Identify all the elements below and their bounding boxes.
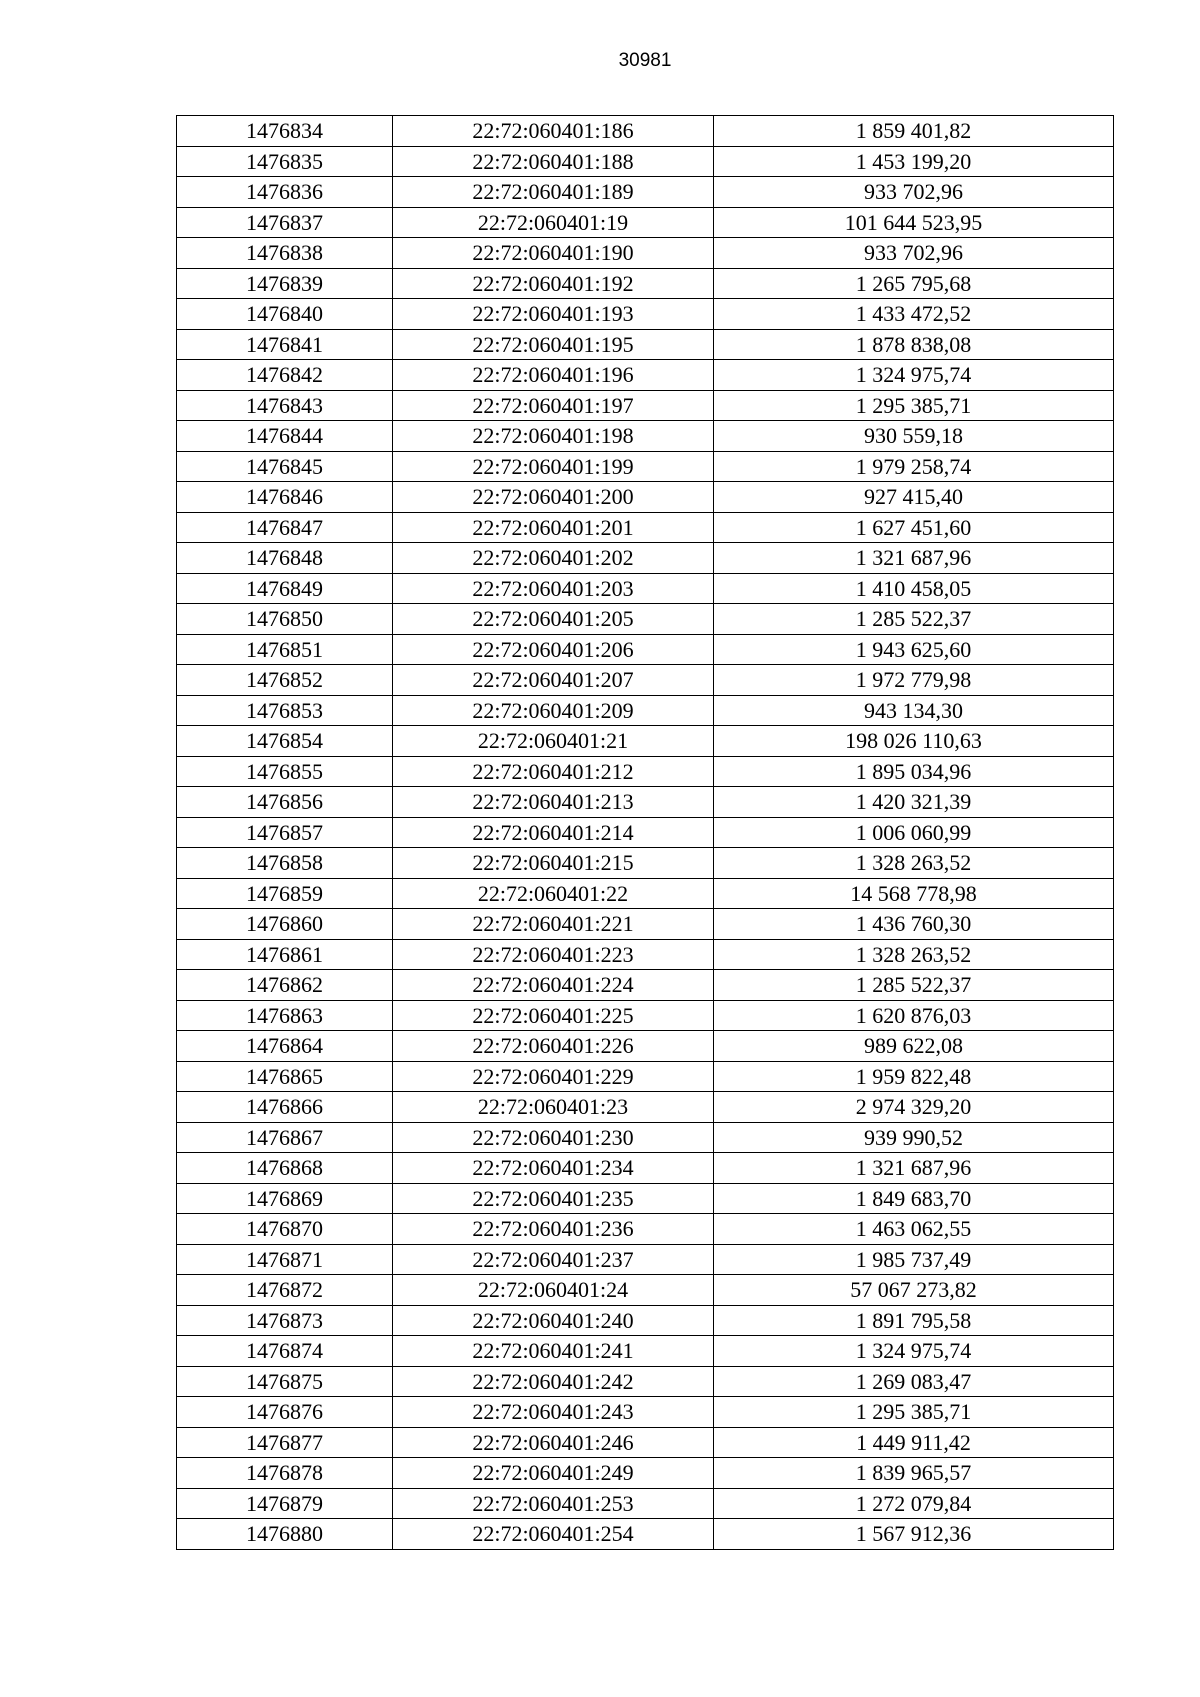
table-row bbox=[177, 665, 1114, 696]
table-row bbox=[177, 573, 1114, 604]
table-row bbox=[177, 848, 1114, 879]
row-number-cell: 1476840 bbox=[177, 299, 393, 330]
table-row bbox=[177, 1153, 1114, 1184]
row-number-cell: 1476863 bbox=[177, 1000, 393, 1031]
cadastral-value-cell: 1 265 795,68 bbox=[714, 268, 1114, 299]
table-row bbox=[177, 116, 1114, 147]
cadastral-value-cell: 989 622,08 bbox=[714, 1031, 1114, 1062]
table-row bbox=[177, 1183, 1114, 1214]
cadastral-number-cell: 22:72:060401:225 bbox=[393, 1000, 714, 1031]
row-number-cell: 1476846 bbox=[177, 482, 393, 513]
row-number-cell: 1476848 bbox=[177, 543, 393, 574]
row-number-cell: 1476841 bbox=[177, 329, 393, 360]
row-number-cell: 1476870 bbox=[177, 1214, 393, 1245]
cadastral-value-cell: 1 328 263,52 bbox=[714, 848, 1114, 879]
cadastral-value-cell: 1 285 522,37 bbox=[714, 604, 1114, 635]
cadastral-number-cell: 22:72:060401:213 bbox=[393, 787, 714, 818]
row-number-cell: 1476876 bbox=[177, 1397, 393, 1428]
table-row bbox=[177, 299, 1114, 330]
table-row bbox=[177, 939, 1114, 970]
cadastral-value-cell: 1 891 795,58 bbox=[714, 1305, 1114, 1336]
row-number-cell: 1476873 bbox=[177, 1305, 393, 1336]
row-number-cell: 1476862 bbox=[177, 970, 393, 1001]
row-number-cell: 1476858 bbox=[177, 848, 393, 879]
table-row bbox=[177, 1000, 1114, 1031]
row-number-cell: 1476867 bbox=[177, 1122, 393, 1153]
cadastral-number-cell: 22:72:060401:197 bbox=[393, 390, 714, 421]
table-row bbox=[177, 1427, 1114, 1458]
cadastral-number-cell: 22:72:060401:229 bbox=[393, 1061, 714, 1092]
cadastral-value-cell: 930 559,18 bbox=[714, 421, 1114, 452]
row-number-cell: 1476878 bbox=[177, 1458, 393, 1489]
row-number-cell: 1476852 bbox=[177, 665, 393, 696]
cadastral-number-cell: 22:72:060401:188 bbox=[393, 146, 714, 177]
row-number-cell: 1476877 bbox=[177, 1427, 393, 1458]
cadastral-value-cell: 101 644 523,95 bbox=[714, 207, 1114, 238]
cadastral-number-cell: 22:72:060401:253 bbox=[393, 1488, 714, 1519]
cadastral-value-cell: 1 285 522,37 bbox=[714, 970, 1114, 1001]
row-number-cell: 1476853 bbox=[177, 695, 393, 726]
table-row bbox=[177, 1275, 1114, 1306]
cadastral-number-cell: 22:72:060401:209 bbox=[393, 695, 714, 726]
row-number-cell: 1476839 bbox=[177, 268, 393, 299]
row-number-cell: 1476866 bbox=[177, 1092, 393, 1123]
cadastral-value-cell: 1 433 472,52 bbox=[714, 299, 1114, 330]
cadastral-number-cell: 22:72:060401:203 bbox=[393, 573, 714, 604]
row-number-cell: 1476857 bbox=[177, 817, 393, 848]
cadastral-value-cell: 1 328 263,52 bbox=[714, 939, 1114, 970]
row-number-cell: 1476865 bbox=[177, 1061, 393, 1092]
table-row bbox=[177, 238, 1114, 269]
cadastral-value-cell: 1 849 683,70 bbox=[714, 1183, 1114, 1214]
row-number-cell: 1476880 bbox=[177, 1519, 393, 1550]
cadastral-value-cell: 198 026 110,63 bbox=[714, 726, 1114, 757]
row-number-cell: 1476834 bbox=[177, 116, 393, 147]
row-number-cell: 1476845 bbox=[177, 451, 393, 482]
cadastral-number-cell: 22:72:060401:224 bbox=[393, 970, 714, 1001]
table-row bbox=[177, 1214, 1114, 1245]
table-row bbox=[177, 268, 1114, 299]
cadastral-number-cell: 22:72:060401:21 bbox=[393, 726, 714, 757]
row-number-cell: 1476874 bbox=[177, 1336, 393, 1367]
cadastral-number-cell: 22:72:060401:236 bbox=[393, 1214, 714, 1245]
cadastral-number-cell: 22:72:060401:19 bbox=[393, 207, 714, 238]
table-row bbox=[177, 604, 1114, 635]
row-number-cell: 1476849 bbox=[177, 573, 393, 604]
cadastral-number-cell: 22:72:060401:196 bbox=[393, 360, 714, 391]
cadastral-number-cell: 22:72:060401:192 bbox=[393, 268, 714, 299]
table-row bbox=[177, 1488, 1114, 1519]
table-row bbox=[177, 1519, 1114, 1550]
cadastral-number-cell: 22:72:060401:212 bbox=[393, 756, 714, 787]
cadastral-number-cell: 22:72:060401:24 bbox=[393, 1275, 714, 1306]
row-number-cell: 1476851 bbox=[177, 634, 393, 665]
row-number-cell: 1476869 bbox=[177, 1183, 393, 1214]
cadastral-number-cell: 22:72:060401:206 bbox=[393, 634, 714, 665]
cadastral-value-cell: 1 449 911,42 bbox=[714, 1427, 1114, 1458]
cadastral-number-cell: 22:72:060401:186 bbox=[393, 116, 714, 147]
row-number-cell: 1476860 bbox=[177, 909, 393, 940]
table-row bbox=[177, 1122, 1114, 1153]
cadastral-number-cell: 22:72:060401:214 bbox=[393, 817, 714, 848]
cadastral-value-cell: 1 839 965,57 bbox=[714, 1458, 1114, 1489]
table-row bbox=[177, 726, 1114, 757]
cadastral-value-cell: 1 324 975,74 bbox=[714, 360, 1114, 391]
cadastral-number-cell: 22:72:060401:200 bbox=[393, 482, 714, 513]
cadastral-value-cell: 57 067 273,82 bbox=[714, 1275, 1114, 1306]
page-number: 30981 bbox=[618, 50, 672, 71]
cadastral-value-cell: 1 321 687,96 bbox=[714, 543, 1114, 574]
row-number-cell: 1476856 bbox=[177, 787, 393, 818]
cadastral-value-cell: 927 415,40 bbox=[714, 482, 1114, 513]
row-number-cell: 1476835 bbox=[177, 146, 393, 177]
row-number-cell: 1476850 bbox=[177, 604, 393, 635]
row-number-cell: 1476864 bbox=[177, 1031, 393, 1062]
row-number-cell: 1476861 bbox=[177, 939, 393, 970]
cadastral-value-cell: 1 979 258,74 bbox=[714, 451, 1114, 482]
cadastral-value-cell: 1 859 401,82 bbox=[714, 116, 1114, 147]
cadastral-value-cell: 1 959 822,48 bbox=[714, 1061, 1114, 1092]
cadastral-number-cell: 22:72:060401:215 bbox=[393, 848, 714, 879]
cadastral-number-cell: 22:72:060401:193 bbox=[393, 299, 714, 330]
table-row bbox=[177, 1458, 1114, 1489]
row-number-cell: 1476843 bbox=[177, 390, 393, 421]
cadastral-value-cell: 1 895 034,96 bbox=[714, 756, 1114, 787]
cadastral-value-cell: 1 324 975,74 bbox=[714, 1336, 1114, 1367]
table-row bbox=[177, 512, 1114, 543]
table-row bbox=[177, 1092, 1114, 1123]
table-row bbox=[177, 390, 1114, 421]
cadastral-number-cell: 22:72:060401:226 bbox=[393, 1031, 714, 1062]
cadastral-number-cell: 22:72:060401:223 bbox=[393, 939, 714, 970]
row-number-cell: 1476837 bbox=[177, 207, 393, 238]
table-row bbox=[177, 329, 1114, 360]
row-number-cell: 1476854 bbox=[177, 726, 393, 757]
table-row bbox=[177, 1397, 1114, 1428]
cadastral-number-cell: 22:72:060401:202 bbox=[393, 543, 714, 574]
table-row bbox=[177, 634, 1114, 665]
row-number-cell: 1476836 bbox=[177, 177, 393, 208]
table-row bbox=[177, 756, 1114, 787]
cadastral-number-cell: 22:72:060401:249 bbox=[393, 1458, 714, 1489]
row-number-cell: 1476859 bbox=[177, 878, 393, 909]
cadastral-value-cell: 1 436 760,30 bbox=[714, 909, 1114, 940]
row-number-cell: 1476879 bbox=[177, 1488, 393, 1519]
table-row bbox=[177, 360, 1114, 391]
cadastral-number-cell: 22:72:060401:230 bbox=[393, 1122, 714, 1153]
table-row bbox=[177, 451, 1114, 482]
cadastral-number-cell: 22:72:060401:205 bbox=[393, 604, 714, 635]
cadastral-value-cell: 939 990,52 bbox=[714, 1122, 1114, 1153]
cadastral-number-cell: 22:72:060401:198 bbox=[393, 421, 714, 452]
table-row bbox=[177, 1336, 1114, 1367]
cadastral-number-cell: 22:72:060401:243 bbox=[393, 1397, 714, 1428]
table-row bbox=[177, 1244, 1114, 1275]
row-number-cell: 1476842 bbox=[177, 360, 393, 391]
table-row bbox=[177, 817, 1114, 848]
table-row bbox=[177, 787, 1114, 818]
row-number-cell: 1476847 bbox=[177, 512, 393, 543]
cadastral-value-cell: 1 878 838,08 bbox=[714, 329, 1114, 360]
table-row bbox=[177, 878, 1114, 909]
cadastral-value-cell: 1 972 779,98 bbox=[714, 665, 1114, 696]
cadastral-value-cell: 1 321 687,96 bbox=[714, 1153, 1114, 1184]
cadastral-value-cell: 1 453 199,20 bbox=[714, 146, 1114, 177]
table-row bbox=[177, 421, 1114, 452]
row-number-cell: 1476844 bbox=[177, 421, 393, 452]
cadastral-value-cell: 1 006 060,99 bbox=[714, 817, 1114, 848]
cadastral-number-cell: 22:72:060401:240 bbox=[393, 1305, 714, 1336]
table-row bbox=[177, 1061, 1114, 1092]
table-row bbox=[177, 543, 1114, 574]
cadastral-number-cell: 22:72:060401:199 bbox=[393, 451, 714, 482]
table-row bbox=[177, 1305, 1114, 1336]
cadastral-value-cell: 14 568 778,98 bbox=[714, 878, 1114, 909]
table-row bbox=[177, 909, 1114, 940]
cadastral-number-cell: 22:72:060401:237 bbox=[393, 1244, 714, 1275]
cadastral-value-cell: 1 985 737,49 bbox=[714, 1244, 1114, 1275]
cadastral-number-cell: 22:72:060401:221 bbox=[393, 909, 714, 940]
row-number-cell: 1476868 bbox=[177, 1153, 393, 1184]
cadastral-value-cell: 1 295 385,71 bbox=[714, 1397, 1114, 1428]
cadastral-value-cell: 1 420 321,39 bbox=[714, 787, 1114, 818]
cadastral-number-cell: 22:72:060401:189 bbox=[393, 177, 714, 208]
cadastral-value-cell: 1 620 876,03 bbox=[714, 1000, 1114, 1031]
cadastral-value-cell: 933 702,96 bbox=[714, 177, 1114, 208]
cadastral-value-cell: 933 702,96 bbox=[714, 238, 1114, 269]
cadastral-value-cell: 1 943 625,60 bbox=[714, 634, 1114, 665]
cadastral-number-cell: 22:72:060401:190 bbox=[393, 238, 714, 269]
cadastral-number-cell: 22:72:060401:241 bbox=[393, 1336, 714, 1367]
table-row bbox=[177, 1366, 1114, 1397]
table-row bbox=[177, 695, 1114, 726]
cadastral-value-cell: 1 410 458,05 bbox=[714, 573, 1114, 604]
cadastral-number-cell: 22:72:060401:242 bbox=[393, 1366, 714, 1397]
table-row bbox=[177, 970, 1114, 1001]
cadastral-value-cell: 1 567 912,36 bbox=[714, 1519, 1114, 1550]
cadastral-value-cell: 1 295 385,71 bbox=[714, 390, 1114, 421]
row-number-cell: 1476875 bbox=[177, 1366, 393, 1397]
cadastral-value-cell: 2 974 329,20 bbox=[714, 1092, 1114, 1123]
cadastral-number-cell: 22:72:060401:207 bbox=[393, 665, 714, 696]
cadastral-value-cell: 1 272 079,84 bbox=[714, 1488, 1114, 1519]
table-row bbox=[177, 482, 1114, 513]
cadastral-number-cell: 22:72:060401:246 bbox=[393, 1427, 714, 1458]
row-number-cell: 1476872 bbox=[177, 1275, 393, 1306]
cadastral-number-cell: 22:72:060401:254 bbox=[393, 1519, 714, 1550]
row-number-cell: 1476855 bbox=[177, 756, 393, 787]
table-row bbox=[177, 1031, 1114, 1062]
cadastral-number-cell: 22:72:060401:22 bbox=[393, 878, 714, 909]
table-row bbox=[177, 146, 1114, 177]
cadastral-value-cell: 1 627 451,60 bbox=[714, 512, 1114, 543]
table-body bbox=[177, 116, 1114, 1550]
row-number-cell: 1476871 bbox=[177, 1244, 393, 1275]
cadastral-value-cell: 1 463 062,55 bbox=[714, 1214, 1114, 1245]
row-number-cell: 1476838 bbox=[177, 238, 393, 269]
cadastral-number-cell: 22:72:060401:23 bbox=[393, 1092, 714, 1123]
cadastral-value-cell: 1 269 083,47 bbox=[714, 1366, 1114, 1397]
cadastral-number-cell: 22:72:060401:195 bbox=[393, 329, 714, 360]
cadastral-number-cell: 22:72:060401:235 bbox=[393, 1183, 714, 1214]
cadastral-value-cell: 943 134,30 bbox=[714, 695, 1114, 726]
cadastral-number-cell: 22:72:060401:201 bbox=[393, 512, 714, 543]
table-row bbox=[177, 177, 1114, 208]
table-row bbox=[177, 207, 1114, 238]
cadastral-value-table bbox=[176, 115, 1114, 1550]
cadastral-number-cell: 22:72:060401:234 bbox=[393, 1153, 714, 1184]
